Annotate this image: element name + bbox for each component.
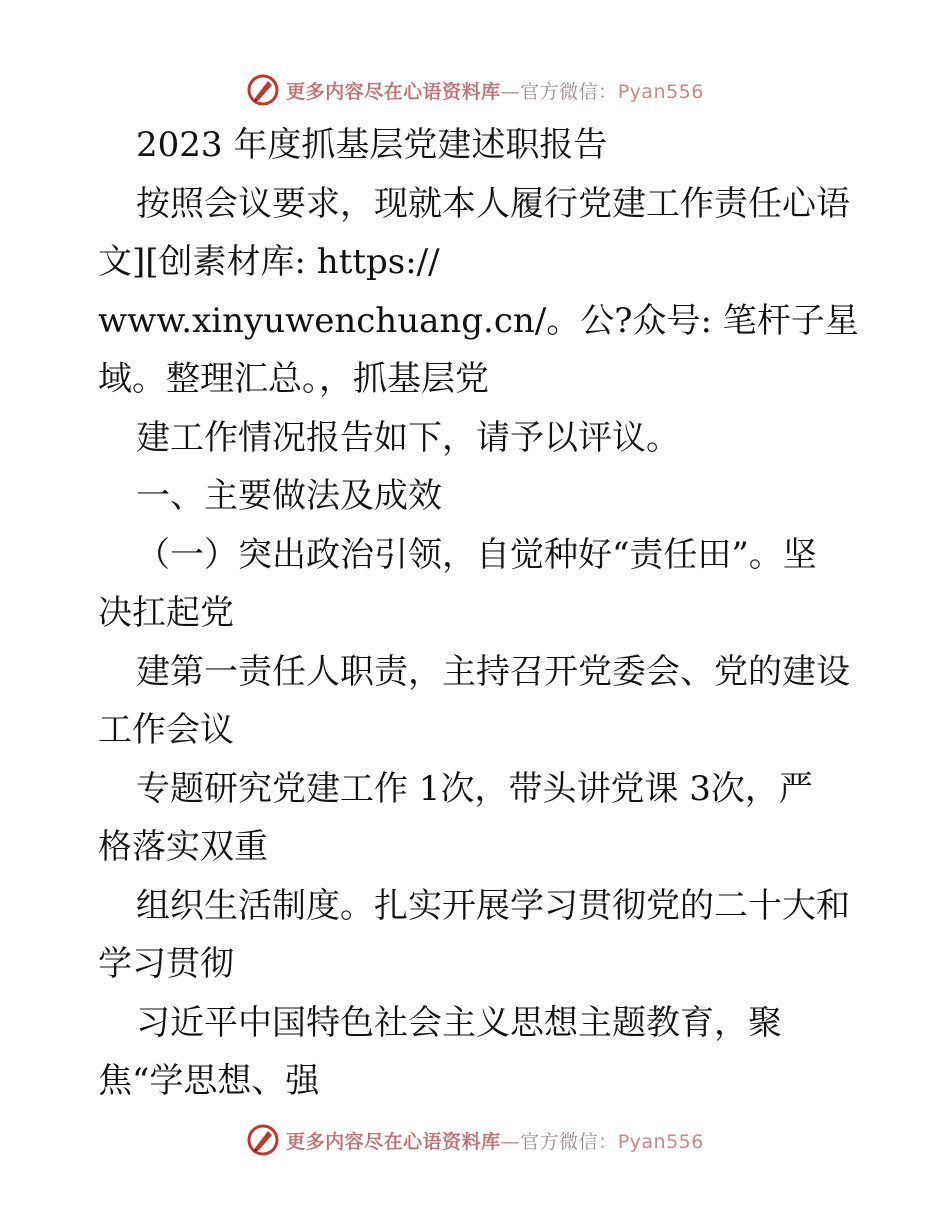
- header-separator: —: [500, 80, 521, 103]
- document-line: 文][创素材库: https://: [98, 242, 440, 282]
- header-banner: [0, 70, 950, 110]
- footer-banner: [0, 1120, 950, 1160]
- pen-logo-icon: [246, 1123, 280, 1157]
- document-line: 一、主要做法及成效: [136, 476, 442, 516]
- footer-brand: 更多内容尽在心语资料库: [286, 1130, 501, 1153]
- document-line: （一）突出政治引领，自觉种好“责任田”。坚: [136, 534, 817, 575]
- header-wechat-label: 官方微信：: [520, 80, 618, 103]
- document-line: 建工作情况报告如下，请予以评议。: [136, 417, 680, 458]
- document-line: 域。整理汇总。，抓基层党: [98, 359, 489, 399]
- pen-logo-icon: [246, 73, 280, 107]
- document-body: [98, 116, 868, 1111]
- document-line: 专题研究党建工作 1次，带头讲党课 3次，严: [136, 768, 813, 809]
- header-wechat-id: Pyan556: [617, 80, 704, 103]
- footer-wechat-label: 官方微信：: [520, 1130, 618, 1153]
- document-line: 焦“学思想、强: [98, 1061, 320, 1101]
- document-line: 工作会议: [98, 710, 234, 750]
- document-line: 按照会议要求，现就本人履行党建工作责任心语: [136, 183, 850, 224]
- document-line: 建第一责任人职责，主持召开党委会、党的建设: [136, 651, 850, 692]
- document-line: 决扛起党: [98, 593, 234, 633]
- footer-banner-text: [286, 1127, 704, 1154]
- header-brand: 更多内容尽在心语资料库: [286, 80, 501, 103]
- header-banner-text: [286, 77, 704, 104]
- footer-separator: —: [500, 1130, 521, 1153]
- document-line: www.xinyuwenchuang.cn/。公?众号: 笔杆子星: [98, 300, 859, 341]
- footer-wechat-id: Pyan556: [617, 1130, 704, 1153]
- document-line: 学习贯彻: [98, 944, 234, 984]
- document-line: 组织生活制度。扎实开展学习贯彻党的二十大和: [136, 885, 850, 926]
- document-line: 2023 年度抓基层党建述职报告: [136, 125, 608, 165]
- document-line: 习近平中国特色社会主义思想主题教育，聚: [136, 1002, 782, 1043]
- document-line: 格落实双重: [98, 827, 268, 867]
